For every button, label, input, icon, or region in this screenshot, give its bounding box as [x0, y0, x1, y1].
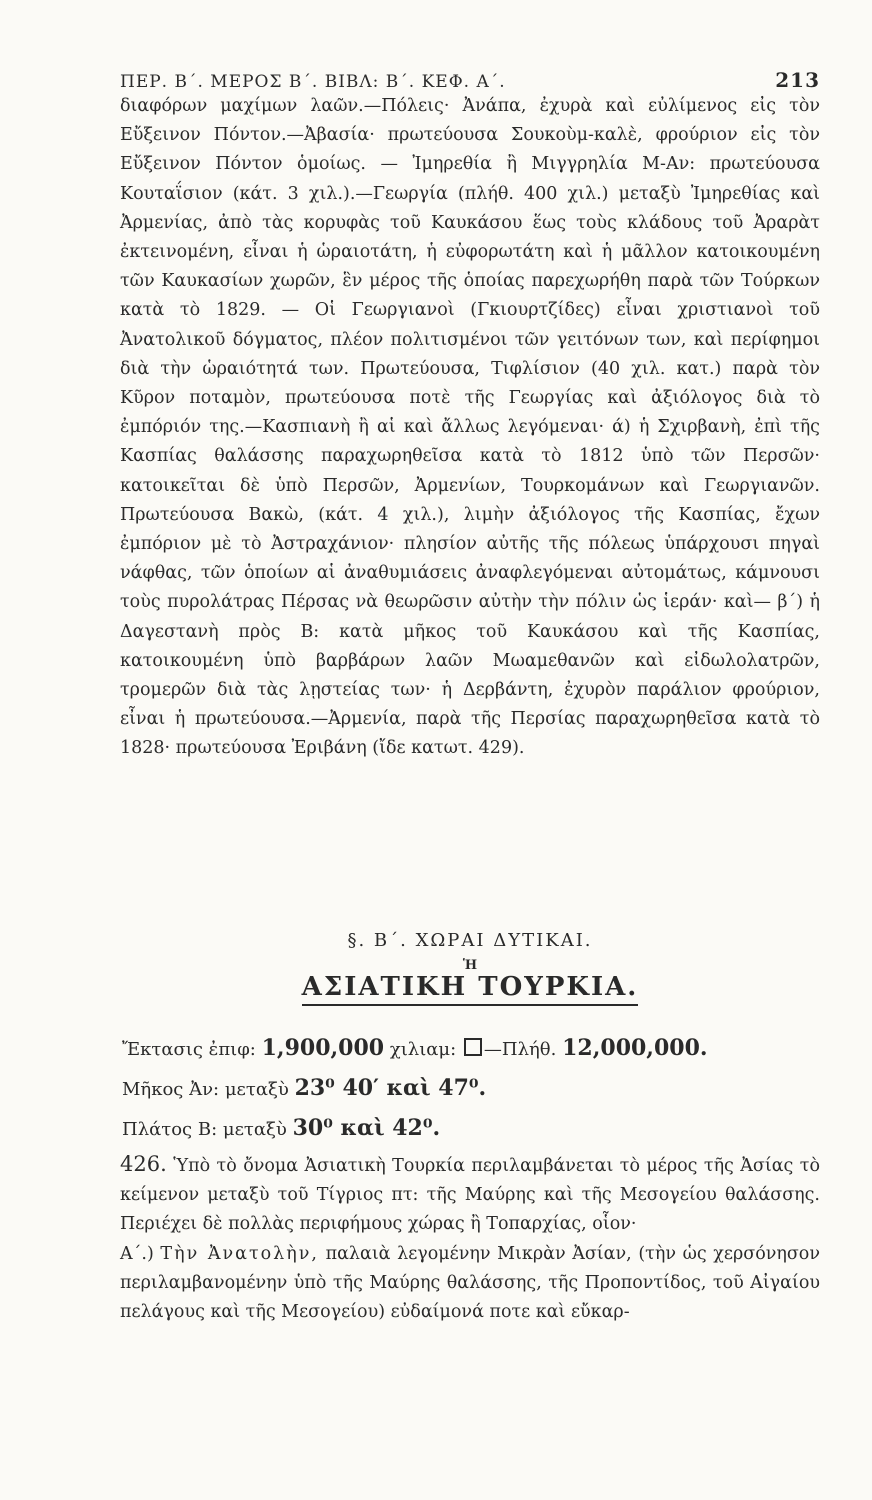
- page-number: 213: [775, 68, 820, 92]
- running-title: ΠΕΡ. Β΄. ΜΕΡΟΣ Β΄. ΒΙΒΛ: Β΄. ΚΕΦ. Α΄.: [120, 72, 506, 92]
- paragraph-number: 426.: [120, 1152, 167, 1176]
- item-label: Α΄.): [120, 1243, 154, 1264]
- section-article: Ἡ: [462, 958, 478, 973]
- body-text-continued: [120, 1150, 820, 1327]
- item-name: Τὴν Ἀνατολὴν,: [160, 1243, 319, 1264]
- paragraph: διαφόρων μαχίμων λαῶν.—Πόλεις· Ἀνάπα, ἐχυρὰ καὶ εὐλίμενος εἰς τὸν Εὔξεινον Πόντον.—Ἀβασία· πρωτεύουσα Σουκοὺμ-καλὲ, φρούριον εἰς τὸν Εὔξεινον Πόντον ὁμοίως. — Ἰμηρεθία ἢ Μιγγρηλία Μ-Αν: πρωτεύουσα Κουταΐσιον (κάτ. 3 χιλ.).—Γεωργία (πλήθ. 400 χιλ.) μεταξὺ Ἰμηρεθίας καὶ Ἀρμενίας, ἀπὸ τὰς κορυφὰς τοῦ Καυκάσου ἕως τοὺς κλάδους τοῦ Ἀραρὰτ ἐκτεινομένη, εἶναι ἡ ὡραιοτάτη, ἡ εὐφορωτάτη καὶ ἡ μᾶλλον κατοικουμένη τῶν Καυκασίων χωρῶν, ἓν μέρος τῆς ὁποίας παρεχωρήθη παρὰ τῶν Τούρκων κατὰ τὸ 1829. — Οἱ Γεωργιανοὶ (Γκιουρτζίδες) εἶναι χριστιανοὶ τοῦ Ἀνατολικοῦ δόγματος, πλέον πολιτισμένοι τῶν γειτόνων των, καὶ περίφημοι διὰ τὴν ὡραιότητά των. Πρωτεύουσα, Τιφλίσιον (40 χιλ. κατ.) παρὰ τὸν Κῦρον ποταμὸν, πρωτεύουσα ποτὲ τῆς Γεωργίας καὶ ἀξιόλογος διὰ τὸ ἐμπόριόν της.—Κασπιανὴ ἢ αἱ καὶ ἄλλως λεγόμεναι· ά) ἡ Σχιρβανὴ, ἐπὶ τῆς Κασπίας θαλάσσης παραχωρηθεῖσα κατὰ τὸ 1812 ὑπὸ τῶν Περσῶν· κατοικεῖται δὲ ὑπὸ Περσῶν, Ἀρμενίων, Τουρκομάνων καὶ Γεωργιανῶν. Πρωτεύουσα Βακὼ, (κάτ. 4 χιλ.), λιμὴν ἀξιόλογος τῆς Κασπίας, ἔχων ἐμπόριον μὲ τὸ Ἀστραχάνιον· πλησίον αὐτῆς τῆς πόλεως ὑπάρχουσι πηγαὶ νάφθας, τῶν ὁποίων αἱ ἀναθυμιάσεις ἀναφλεγόμεναι αὐτομάτως, κάμνουσι τοὺς πυρολάτρας Πέρσας νὰ θεωρῶσιν αὐτὴν τὴν πόλιν ὡς ἱεράν· καὶ— β΄) ἡ Δαγεστανὴ πρὸς Β: κατὰ μῆκος τοῦ Καυκάσου καὶ τῆς Κασπίας, κατοικουμένη ὑπὸ βαρβάρων λαῶν Μωαμεθανῶν καὶ εἰδωλολατρῶν, τρομερῶν διὰ τὰς λῃστείας των· ἡ Δερβάντη, ἐχυρὸν παράλιον φρούριον, εἶναι ἡ πρωτεύουσα.—Ἀρμενία, παρὰ τῆς Περσίας παραχωρηθεῖσα κατὰ τὸ 1828· πρωτεύουσα Ἐριβάνη (ἴδε κατωτ. 429).: [120, 96, 820, 759]
- list-item: [120, 1240, 820, 1328]
- length-value: 23⁰ 40′ καὶ 47⁰.: [294, 1075, 487, 1101]
- body-text: [120, 92, 820, 764]
- area-value: 1,900,000: [261, 1035, 385, 1061]
- section-title-text: ΑΣΙΑΤΙΚΗ ΤΟΥΡΚΙΑ.: [302, 972, 639, 1006]
- stats-latitude-line: [120, 1115, 820, 1141]
- latitude-label: Πλάτος Β: μεταξὺ: [122, 1119, 287, 1140]
- running-head: [120, 68, 820, 92]
- paragraph-426: [120, 1150, 820, 1240]
- length-label: Μῆκος Ἀν: μεταξὺ: [122, 1079, 289, 1100]
- item-text: παλαιὰ λεγομένην Μικρὰν Ἀσίαν, (τὴν ὡς χερσόνησον περιλαμβανομένην ὑπὸ τῆς Μαύρης θαλάσσης, τῆς Προποντίδος, τοῦ Αἰγαίου πελάγους καὶ τῆς Μεσογείου) εὐδαίμονά ποτε καὶ εὔκαρ-: [120, 1243, 820, 1323]
- stats-area-line: [120, 1035, 820, 1061]
- population-label: —Πλήθ.: [483, 1039, 557, 1060]
- population-value: 12,000,000.: [562, 1035, 708, 1061]
- area-unit: χιλιαμ:: [389, 1039, 457, 1060]
- stats-length-line: [120, 1075, 820, 1101]
- paragraph-text: Ὑπὸ τὸ ὄνομα Ἀσιατικὴ Τουρκία περιλαμβάνεται τὸ μέρος τῆς Ἀσίας τὸ κείμενον μεταξὺ τοῦ Τίγριος πτ: τῆς Μαύρης καὶ τῆς Μεσογείου θαλάσσης. Περιέχει δὲ πολλὰς περιφήμους χώρας ἢ Τοπαρχίας, οἷον·: [120, 1156, 820, 1235]
- latitude-value: 30⁰ καὶ 42⁰.: [292, 1115, 441, 1141]
- section-title: [120, 972, 820, 1002]
- section-heading: §. Β΄. ΧΩΡΑΙ ΔΥΤΙΚΑΙ.: [347, 930, 593, 951]
- square-icon: [464, 1038, 482, 1056]
- area-label: Ἔκτασις ἐπιφ:: [122, 1039, 256, 1060]
